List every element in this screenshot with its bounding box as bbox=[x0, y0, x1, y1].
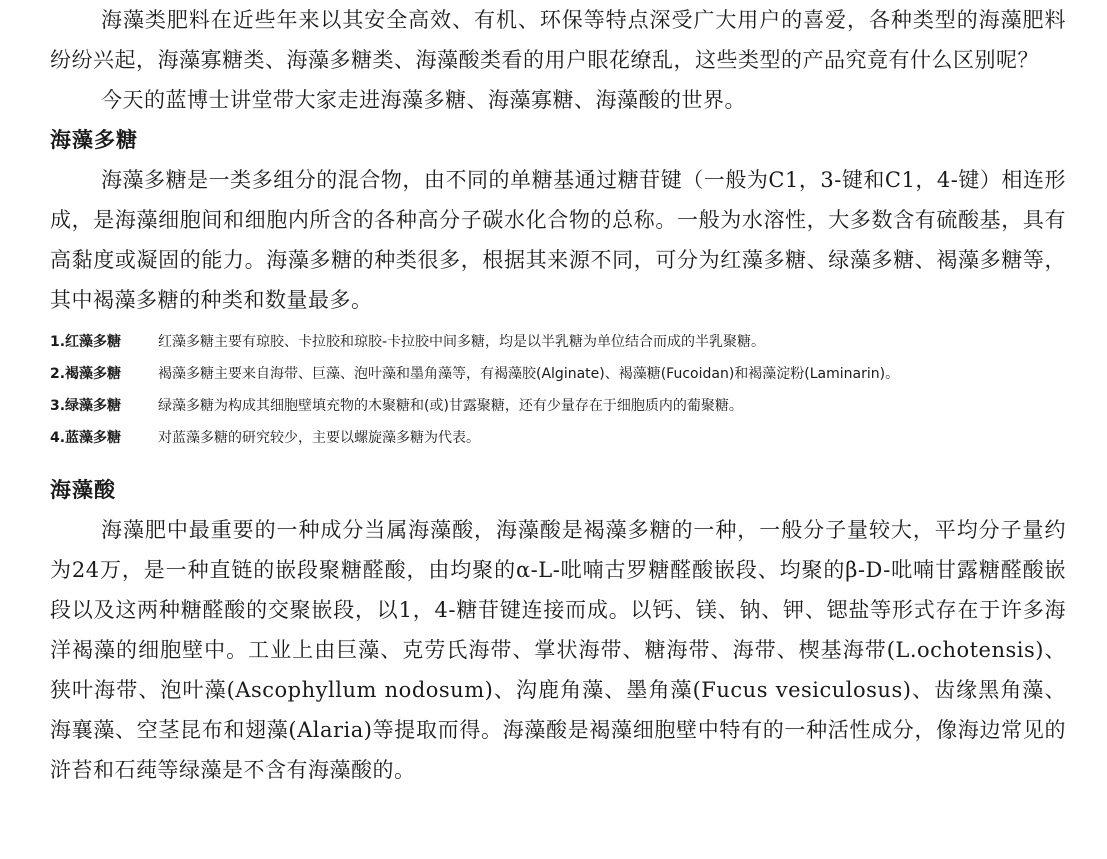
section-spacer bbox=[50, 460, 1066, 470]
intro-paragraph-1: 海藻类肥料在近些年来以其安全高效、有机、环保等特点深受广大用户的喜爱，各种类型的海藻肥料纷纷兴起，海藻寡糖类、海藻多糖类、海藻酸类看的用户眼花缭乱，这些类型的产品究竟有什么区别呢？ bbox=[50, 8, 1066, 72]
polysaccharide-paragraph: 海藻多糖是一类多组分的混合物，由不同的单糖基通过糖苷键（一般为C1，3-键和C1，4-键）相连形成，是海藻细胞间和细胞内所含的各种高分子碳水化合物的总称。一般为水溶性，大多数含有硫酸基，具有高黏度或凝固的能力。海藻多糖的种类很多，根据其来源不同，可分为红藻多糖、绿藻多糖、褐藻多糖等，其中褐藻多糖的种类和数量最多。 bbox=[50, 168, 1066, 312]
list-item-description: 绿藻多糖为构成其细胞壁填充物的木聚糖和(或)甘露聚糖，还有少量存在于细胞质内的葡聚糖。 bbox=[158, 398, 743, 414]
list-item-term: 4.蓝藻多糖 bbox=[50, 430, 122, 446]
list-item bbox=[50, 390, 1066, 422]
intro-paragraph-2: 今天的蓝博士讲堂带大家走进海藻多糖、海藻寡糖、海藻酸的世界。 bbox=[101, 88, 746, 112]
list-item bbox=[50, 422, 1066, 454]
list-item-term: 3.绿藻多糖 bbox=[50, 398, 122, 414]
section-heading-polysaccharide: 海藻多糖 bbox=[50, 127, 138, 152]
list-item-term: 1.红藻多糖 bbox=[50, 334, 122, 350]
alginic-acid-paragraph: 海藻肥中最重要的一种成分当属海藻酸，海藻酸是褐藻多糖的一种，一般分子量较大，平均分子量约为24万，是一种直链的嵌段聚糖醛酸，由均聚的α-L-吡喃古罗糖醛酸嵌段、均聚的β-D-吡喃甘露糖醛酸嵌段以及这两种糖醛酸的交聚嵌段，以1，4-糖苷键连接而成。以钙、镁、钠、钾、锶盐等形式存在于许多海洋褐藻的细胞壁中。工业上由巨藻、克劳氏海带、掌状海带、糖海带、海带、楔基海带(L.ochotensis)、狭叶海带、泡叶藻(Ascophyllum nodosum)、沟鹿角藻、墨角藻(Fucus vesiculosus)、齿缘黑角藻、海襄藻、空茎昆布和翅藻(Alaria)等提取而得。海藻酸是褐藻细胞壁中特有的一种活性成分，像海边常见的浒苔和石莼等绿藻是不含有海藻酸的。 bbox=[50, 518, 1066, 782]
list-item-description: 褐藻多糖主要来自海带、巨藻、泡叶藻和墨角藻等，有褐藻胶(Alginate)、褐藻糖(Fucoidan)和褐藻淀粉(Laminarin)。 bbox=[158, 366, 900, 382]
article-body bbox=[50, 0, 1066, 790]
list-item-term: 2.褐藻多糖 bbox=[50, 366, 122, 382]
list-item-description: 红藻多糖主要有琼胶、卡拉胶和琼胶-卡拉胶中间多糖，均是以半乳糖为单位结合而成的半乳聚糖。 bbox=[158, 334, 766, 350]
list-item-description: 对蓝藻多糖的研究较少，主要以螺旋藻多糖为代表。 bbox=[158, 430, 480, 446]
section-heading-alginic-acid: 海藻酸 bbox=[50, 477, 116, 502]
polysaccharide-type-list bbox=[50, 326, 1066, 454]
list-item bbox=[50, 358, 1066, 390]
list-item bbox=[50, 326, 1066, 358]
